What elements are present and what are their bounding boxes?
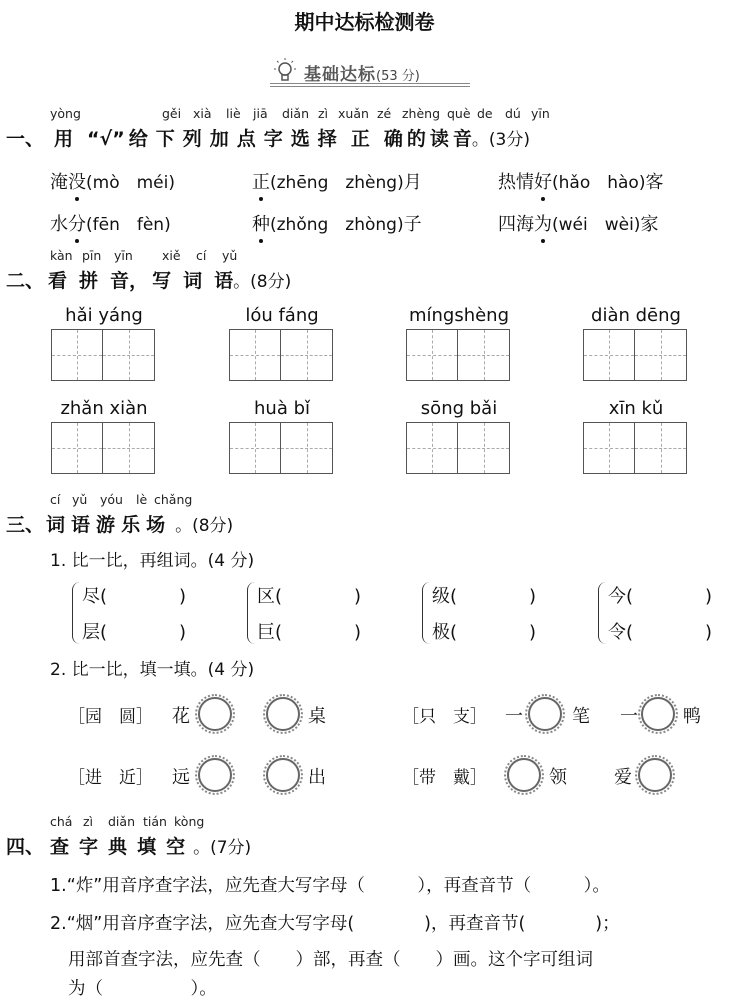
word-part: 爱 (614, 767, 632, 788)
flower-answer-circle[interactable] (266, 697, 300, 731)
flower-answer-circle[interactable] (266, 758, 300, 792)
flower-answer-circle[interactable] (638, 758, 672, 792)
word-grid-5[interactable]: zhǎn xiàn (51, 398, 157, 474)
s4-line-1: 1.“炸”用音序查字法，应先查大写字母（ ），再查音节（ ）。 (50, 876, 610, 896)
choice-bracket-1: ［园 圆］ (68, 707, 153, 727)
word-grid-2[interactable]: lóu fáng (229, 305, 335, 381)
s1-item-4: 水分(fēn fèn) (50, 214, 171, 235)
word-part: 笔 (572, 706, 590, 727)
word-grid-3[interactable]: míngshèng (406, 305, 512, 381)
flower-answer-circle[interactable] (641, 697, 675, 731)
s3-q1-label: 1. 比一比，再组词。(4 分) (50, 551, 255, 571)
banner-score: (53 分) (376, 69, 420, 84)
section-banner (270, 54, 470, 90)
answer-blank[interactable]: ( ) (450, 622, 537, 643)
word-grid-7[interactable]: sōng bǎi (406, 398, 512, 474)
flower-answer-circle[interactable] (528, 697, 562, 731)
answer-blank[interactable]: ( ) (450, 586, 537, 607)
s4-line-4: 为（ ）。 (68, 979, 217, 999)
answer-blank[interactable]: ( ) (100, 622, 187, 643)
section-2-heading: 二、 看 拼 音， 写 词 语。(8分) (6, 270, 292, 292)
s4-line-3: 用部首查字法，应先查（ ）部，再查（ ）画。这个字可组词 (68, 950, 593, 970)
answer-blank[interactable]: ( ) (626, 622, 713, 643)
flower-answer-circle[interactable] (198, 758, 232, 792)
word-grid-4[interactable]: diàn dēng (583, 305, 689, 381)
section-4-heading: 四、 查 字 典 填 空 。(7分) (6, 836, 252, 858)
word-grid-8[interactable]: xīn kǔ (583, 398, 689, 474)
s1-item-5: 种(zhǒng zhòng)子 (252, 214, 422, 235)
flower-answer-circle[interactable] (507, 758, 541, 792)
s1-item-3: 热情好(hǎo hào)客 (498, 172, 664, 193)
flower-answer-circle[interactable] (198, 697, 232, 731)
answer-blank[interactable]: ( ) (626, 586, 713, 607)
word-grid-1[interactable]: hǎi yáng (51, 305, 157, 381)
lightbulb-icon (270, 56, 300, 86)
word-part: 领 (549, 767, 567, 788)
word-part: 一 (505, 706, 523, 727)
word-part: 桌 (308, 706, 326, 727)
answer-blank[interactable]: ( ) (275, 586, 362, 607)
answer-blank[interactable]: ( ) (275, 622, 362, 643)
banner-title: 基础达标 (304, 65, 376, 85)
s1-item-1: 淹没(mò méi) (50, 172, 175, 193)
s3-q2-label: 2. 比一比，填一填。(4 分) (50, 660, 255, 680)
word-grid-6[interactable]: huà bǐ (229, 398, 335, 474)
page-title: 期中达标检测卷 (294, 10, 435, 34)
s1-item-6: 四海为(wéi wèi)家 (498, 214, 659, 235)
answer-blank[interactable]: ( ) (100, 586, 187, 607)
word-part: 出 (308, 767, 326, 788)
word-part: 鸭 (683, 706, 701, 727)
section-3-heading: 三、 词 语 游 乐 场 。(8分) (6, 514, 234, 536)
choice-bracket-3: ［进 近］ (68, 768, 153, 788)
s4-line-2: 2.“烟”用音序查字法，应先查大写字母( )，再查音节( )； (50, 914, 620, 934)
choice-bracket-2: ［只 支］ (402, 707, 487, 727)
word-part: 一 (620, 706, 638, 727)
section-1-heading: 一、 用 “√” 给 下 列 加 点 字 选 择 正 确 的 读 音。(3分) (6, 128, 530, 150)
word-part: 远 (172, 767, 190, 788)
word-part: 花 (172, 706, 190, 727)
s1-item-2: 正(zhēng zhèng)月 (252, 172, 422, 193)
choice-bracket-4: ［带 戴］ (402, 768, 487, 788)
